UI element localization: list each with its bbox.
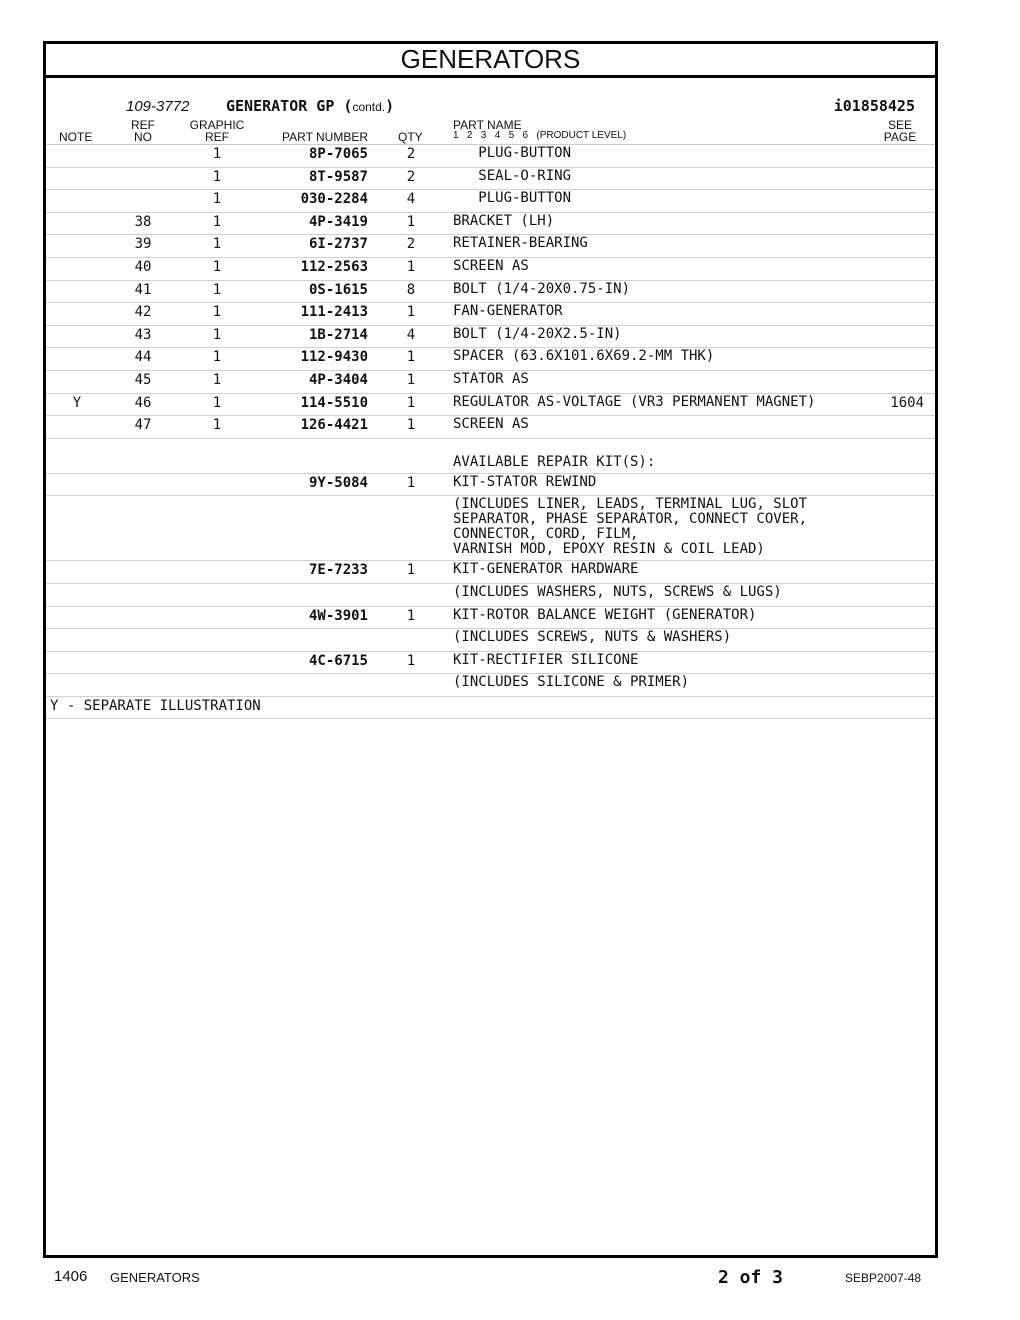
group-header xyxy=(46,96,935,116)
table-row xyxy=(46,168,935,191)
row-qty: 1 xyxy=(406,304,416,321)
table-row xyxy=(46,145,935,168)
row-graphic-ref: 1 xyxy=(212,281,222,298)
table-row xyxy=(46,371,935,394)
row-graphic-ref: 1 xyxy=(212,304,222,321)
row-ref-no: 46 xyxy=(134,394,152,411)
row-qty: 4 xyxy=(406,191,416,208)
row-part-number: 4W-3901 xyxy=(308,607,368,624)
row-qty: 2 xyxy=(406,146,416,162)
row-ref-no: 42 xyxy=(134,304,152,321)
illustration-id: i01858425 xyxy=(833,97,915,115)
row-ref-no: 43 xyxy=(134,326,152,343)
row-qty: 2 xyxy=(406,168,416,185)
row-part-name: (INCLUDES SCREWS, NUTS & WASHERS) xyxy=(453,629,732,646)
row-part-name: KIT-GENERATOR HARDWARE xyxy=(453,561,639,578)
row-part-name: KIT-STATOR REWIND xyxy=(453,473,597,490)
row-part-name: (INCLUDES WASHERS, NUTS, SCREWS & LUGS) xyxy=(453,583,782,600)
row-part-name: BOLT (1/4-20X2.5-IN) xyxy=(453,325,622,342)
row-graphic-ref: 1 xyxy=(212,417,222,434)
row-qty: 1 xyxy=(406,213,416,230)
table-row xyxy=(46,348,935,371)
row-part-number: 8P-7065 xyxy=(308,146,368,162)
row-graphic-ref: 1 xyxy=(212,146,222,162)
row-ref-no: 45 xyxy=(134,371,152,388)
row-qty: 1 xyxy=(406,652,416,669)
header-see-2: PAGE xyxy=(883,130,917,144)
row-part-name: RETAINER-BEARING xyxy=(453,235,588,252)
table-row xyxy=(46,474,935,497)
table-row xyxy=(46,213,935,236)
footer-section: GENERATORS xyxy=(110,1270,200,1285)
row-part-name: REGULATOR AS-VOLTAGE (VR3 PERMANENT MAGNET) xyxy=(453,393,816,410)
row-part-number: 0S-1615 xyxy=(308,281,368,298)
page-title: GENERATORS xyxy=(46,44,935,78)
header-see-1: SEE xyxy=(887,118,912,132)
table-row xyxy=(46,326,935,349)
row-ref-no: 38 xyxy=(134,213,152,230)
row-part-name: BOLT (1/4-20X0.75-IN) xyxy=(453,280,631,297)
row-part-name: (INCLUDES SILICONE & PRIMER) xyxy=(453,674,690,691)
header-qty: QTY xyxy=(398,130,423,144)
row-part-name: SCREEN AS xyxy=(453,257,529,274)
table-row xyxy=(46,394,935,417)
row-part-name: (INCLUDES LINER, LEADS, TERMINAL LUG, SLOT SEPARATOR, PHASE SEPARATOR, CONNECT COVER, CONNECTOR, CORD, FILM, VARNISH MOD, EPOXY RESIN & COIL LEAD) xyxy=(453,496,808,558)
row-part-number: 030-2284 xyxy=(300,191,368,208)
table-row xyxy=(46,652,935,675)
row-qty: 1 xyxy=(406,258,416,275)
row-part-name: KIT-RECTIFIER SILICONE xyxy=(453,651,639,668)
row-part-number: 4P-3404 xyxy=(308,371,368,388)
row-part-name: SPACER (63.6X101.6X69.2-MM THK) xyxy=(453,348,715,365)
header-part-number: PART NUMBER xyxy=(282,130,369,144)
row-graphic-ref: 1 xyxy=(212,236,222,253)
table-row xyxy=(46,584,935,607)
row-part-number: 1B-2714 xyxy=(308,326,368,343)
row-graphic-ref: 1 xyxy=(212,168,222,185)
row-qty: 1 xyxy=(406,349,416,366)
row-qty: 2 xyxy=(406,236,416,253)
table-row xyxy=(46,303,935,326)
table-row xyxy=(46,674,935,697)
group-number: 109-3772 xyxy=(126,98,190,115)
table-row xyxy=(46,258,935,281)
table-row xyxy=(46,561,935,584)
row-part-number: 6I-2737 xyxy=(308,236,368,253)
table-row xyxy=(46,281,935,304)
row-qty: 1 xyxy=(406,607,416,624)
row-qty: 1 xyxy=(406,394,416,411)
parts-table xyxy=(46,145,935,697)
column-headers xyxy=(46,117,935,145)
row-qty: 1 xyxy=(406,417,416,434)
row-part-name: SEAL-O-RING xyxy=(453,167,572,184)
row-qty: 4 xyxy=(406,326,416,343)
row-ref-no: 41 xyxy=(134,281,152,298)
row-ref-no: 40 xyxy=(134,258,152,275)
row-part-number: 114-5510 xyxy=(300,394,368,411)
row-part-number: 111-2413 xyxy=(300,304,368,321)
row-graphic-ref: 1 xyxy=(212,349,222,366)
row-graphic-ref: 1 xyxy=(212,213,222,230)
row-graphic-ref: 1 xyxy=(212,394,222,411)
header-graphic-1: GRAPHIC xyxy=(189,118,245,132)
page-of: 2 of 3 xyxy=(718,1267,784,1288)
row-qty: 1 xyxy=(406,474,416,491)
row-qty: 1 xyxy=(406,371,416,388)
row-part-name: KIT-ROTOR BALANCE WEIGHT (GENERATOR) xyxy=(453,606,757,623)
table-row xyxy=(46,607,935,630)
page-footer xyxy=(0,1266,1020,1290)
group-name: GENERATOR GP (contd.) xyxy=(226,97,395,115)
row-part-name: PLUG-BUTTON xyxy=(453,190,572,207)
row-note: Y xyxy=(72,394,82,411)
row-see-page: 1604 xyxy=(890,394,924,411)
row-graphic-ref: 1 xyxy=(212,191,222,208)
table-row xyxy=(46,439,935,474)
page-frame xyxy=(43,41,938,1258)
header-note: NOTE xyxy=(59,130,93,144)
table-row xyxy=(46,629,935,652)
row-part-number: 4C-6715 xyxy=(308,652,368,669)
table-row xyxy=(46,416,935,439)
row-graphic-ref: 1 xyxy=(212,371,222,388)
row-graphic-ref: 1 xyxy=(212,326,222,343)
row-part-number: 112-9430 xyxy=(300,349,368,366)
row-part-name: AVAILABLE REPAIR KIT(S): xyxy=(453,453,656,470)
row-part-name: FAN-GENERATOR xyxy=(453,303,563,320)
row-part-number: 112-2563 xyxy=(300,258,368,275)
row-part-number: 7E-7233 xyxy=(308,562,368,579)
table-row xyxy=(46,190,935,213)
row-part-name: SCREEN AS xyxy=(453,416,529,433)
header-graphic-2: REF xyxy=(205,130,229,144)
doc-id: SEBP2007-48 xyxy=(845,1271,922,1285)
row-part-name: PLUG-BUTTON xyxy=(453,145,572,161)
footnote: Y - SEPARATE ILLUSTRATION xyxy=(46,697,935,719)
row-part-number: 126-4421 xyxy=(300,417,368,434)
header-ref-2: NO xyxy=(134,130,152,144)
row-qty: 8 xyxy=(406,281,416,298)
row-part-name: BRACKET (LH) xyxy=(453,212,555,229)
row-qty: 1 xyxy=(406,562,416,579)
row-ref-no: 39 xyxy=(134,236,152,253)
row-part-number: 4P-3419 xyxy=(308,213,368,230)
header-part-name-1: PART NAME xyxy=(453,118,522,132)
header-part-name-2: 1 2 3 4 5 6 (PRODUCT LEVEL) xyxy=(453,130,627,141)
row-part-name: STATOR AS xyxy=(453,370,529,387)
row-ref-no: 44 xyxy=(134,349,152,366)
table-row xyxy=(46,496,935,561)
row-part-number: 9Y-5084 xyxy=(308,474,368,491)
row-part-number: 8T-9587 xyxy=(308,168,368,185)
table-row xyxy=(46,235,935,258)
row-ref-no: 47 xyxy=(134,417,152,434)
header-ref-1: REF xyxy=(131,118,155,132)
page-number: 1406 xyxy=(54,1268,88,1285)
row-graphic-ref: 1 xyxy=(212,258,222,275)
